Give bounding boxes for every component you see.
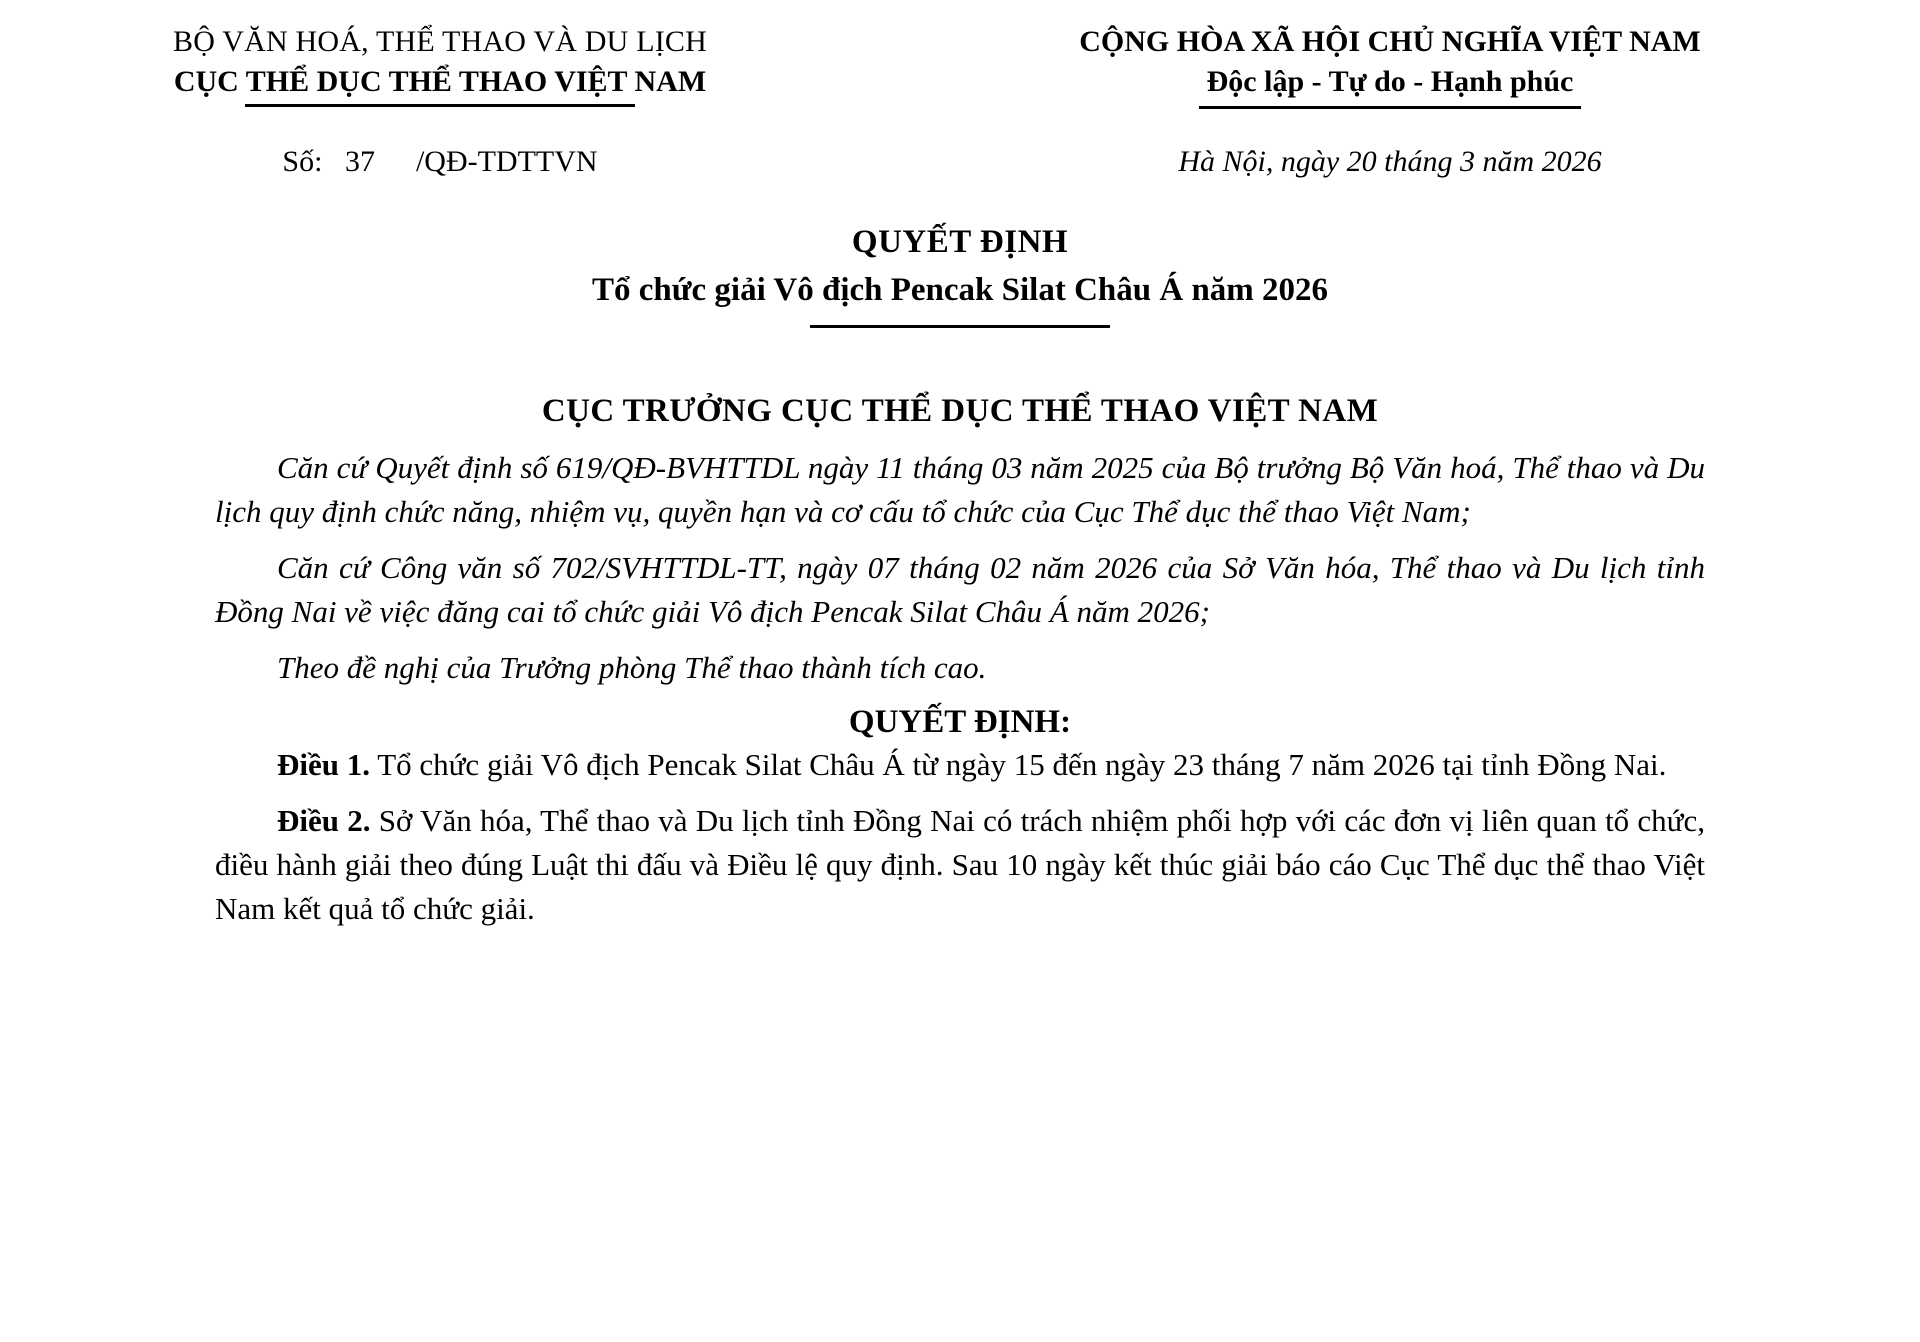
preamble-paragraph-3: Theo đề nghị của Trưởng phòng Thể thao thành tích cao. <box>277 650 987 686</box>
header-issuing-authority <box>0 22 870 107</box>
page-title: QUYẾT ĐỊNH <box>851 224 1069 261</box>
preamble-paragraph-1: Căn cứ Quyết định số 619/QĐ-BVHTTDL ngày 11 tháng 03 năm 2025 của Bộ trưởng Bộ Văn hoá, Thể thao và Du lịch quy định chức năng, nhiệm vụ, quyền hạn và cơ cấu tổ chức của Cục Thể dục thể thao Việt Nam; <box>215 450 1705 530</box>
national-motto: Độc lập - Tự do - Hạnh phúc <box>1206 64 1574 98</box>
document-meta-row <box>0 145 1920 179</box>
department-name: CỤC THỂ DỤC THỂ THAO VIỆT NAM <box>173 64 707 98</box>
ministry-name: BỘ VĂN HOÁ, THỂ THAO VÀ DU LỊCH <box>173 25 707 58</box>
document-header <box>0 0 1920 109</box>
page-subtitle: Tổ chức giải Vô địch Pencak Silat Châu Á năm 2026 <box>591 271 1329 308</box>
header-right-divider <box>1199 106 1581 109</box>
article-1-text: Tổ chức giải Vô địch Pencak Silat Châu Á từ ngày 15 đến ngày 23 tháng 7 năm 2026 tại tỉnh Đồng Nai. <box>370 747 1667 783</box>
article-2-label: Điều 2. <box>277 803 371 839</box>
article-2-text: Sở Văn hóa, Thể thao và Du lịch tỉnh Đồng Nai có trách nhiệm phối hợp với các đơn vị liên quan tổ chức, điều hành giải theo đúng Luật thi đấu và Điều lệ quy định. Sau 10 ngày kết thúc giải báo cáo Cục Thể dục thể thao Việt Nam kết quả tổ chức giải. <box>215 803 1705 927</box>
document-number-suffix: /QĐ-TDTTVN <box>415 145 598 179</box>
article-1 <box>215 743 1705 787</box>
header-left-divider <box>245 104 635 107</box>
article-1-label: Điều 1. <box>277 747 370 783</box>
preamble-paragraph-2: Căn cứ Công văn số 702/SVHTTDL-TT, ngày 07 tháng 02 năm 2026 của Sở Văn hóa, Thể thao và Du lịch tỉnh Đồng Nai về việc đăng cai tổ chức giải Vô địch Pencak Silat Châu Á năm 2026; <box>215 550 1705 630</box>
document-body <box>0 446 1920 931</box>
title-block <box>0 221 1920 327</box>
title-divider <box>810 325 1110 328</box>
article-2 <box>215 799 1705 931</box>
header-national-heading <box>870 22 1910 109</box>
document-number <box>0 145 870 179</box>
document-number-value: 37 <box>344 145 375 179</box>
issuer-heading: CỤC TRƯỞNG CỤC THỂ DỤC THỂ THAO VIỆT NAM <box>541 392 1379 429</box>
place-and-date: Hà Nội, ngày 20 tháng 3 năm 2026 <box>1178 145 1602 179</box>
decide-keyword: QUYẾT ĐỊNH: <box>848 703 1072 740</box>
document-number-label: Số: <box>282 145 323 179</box>
national-title: CỘNG HÒA XÃ HỘI CHỦ NGHĨA VIỆT NAM <box>1079 25 1701 58</box>
